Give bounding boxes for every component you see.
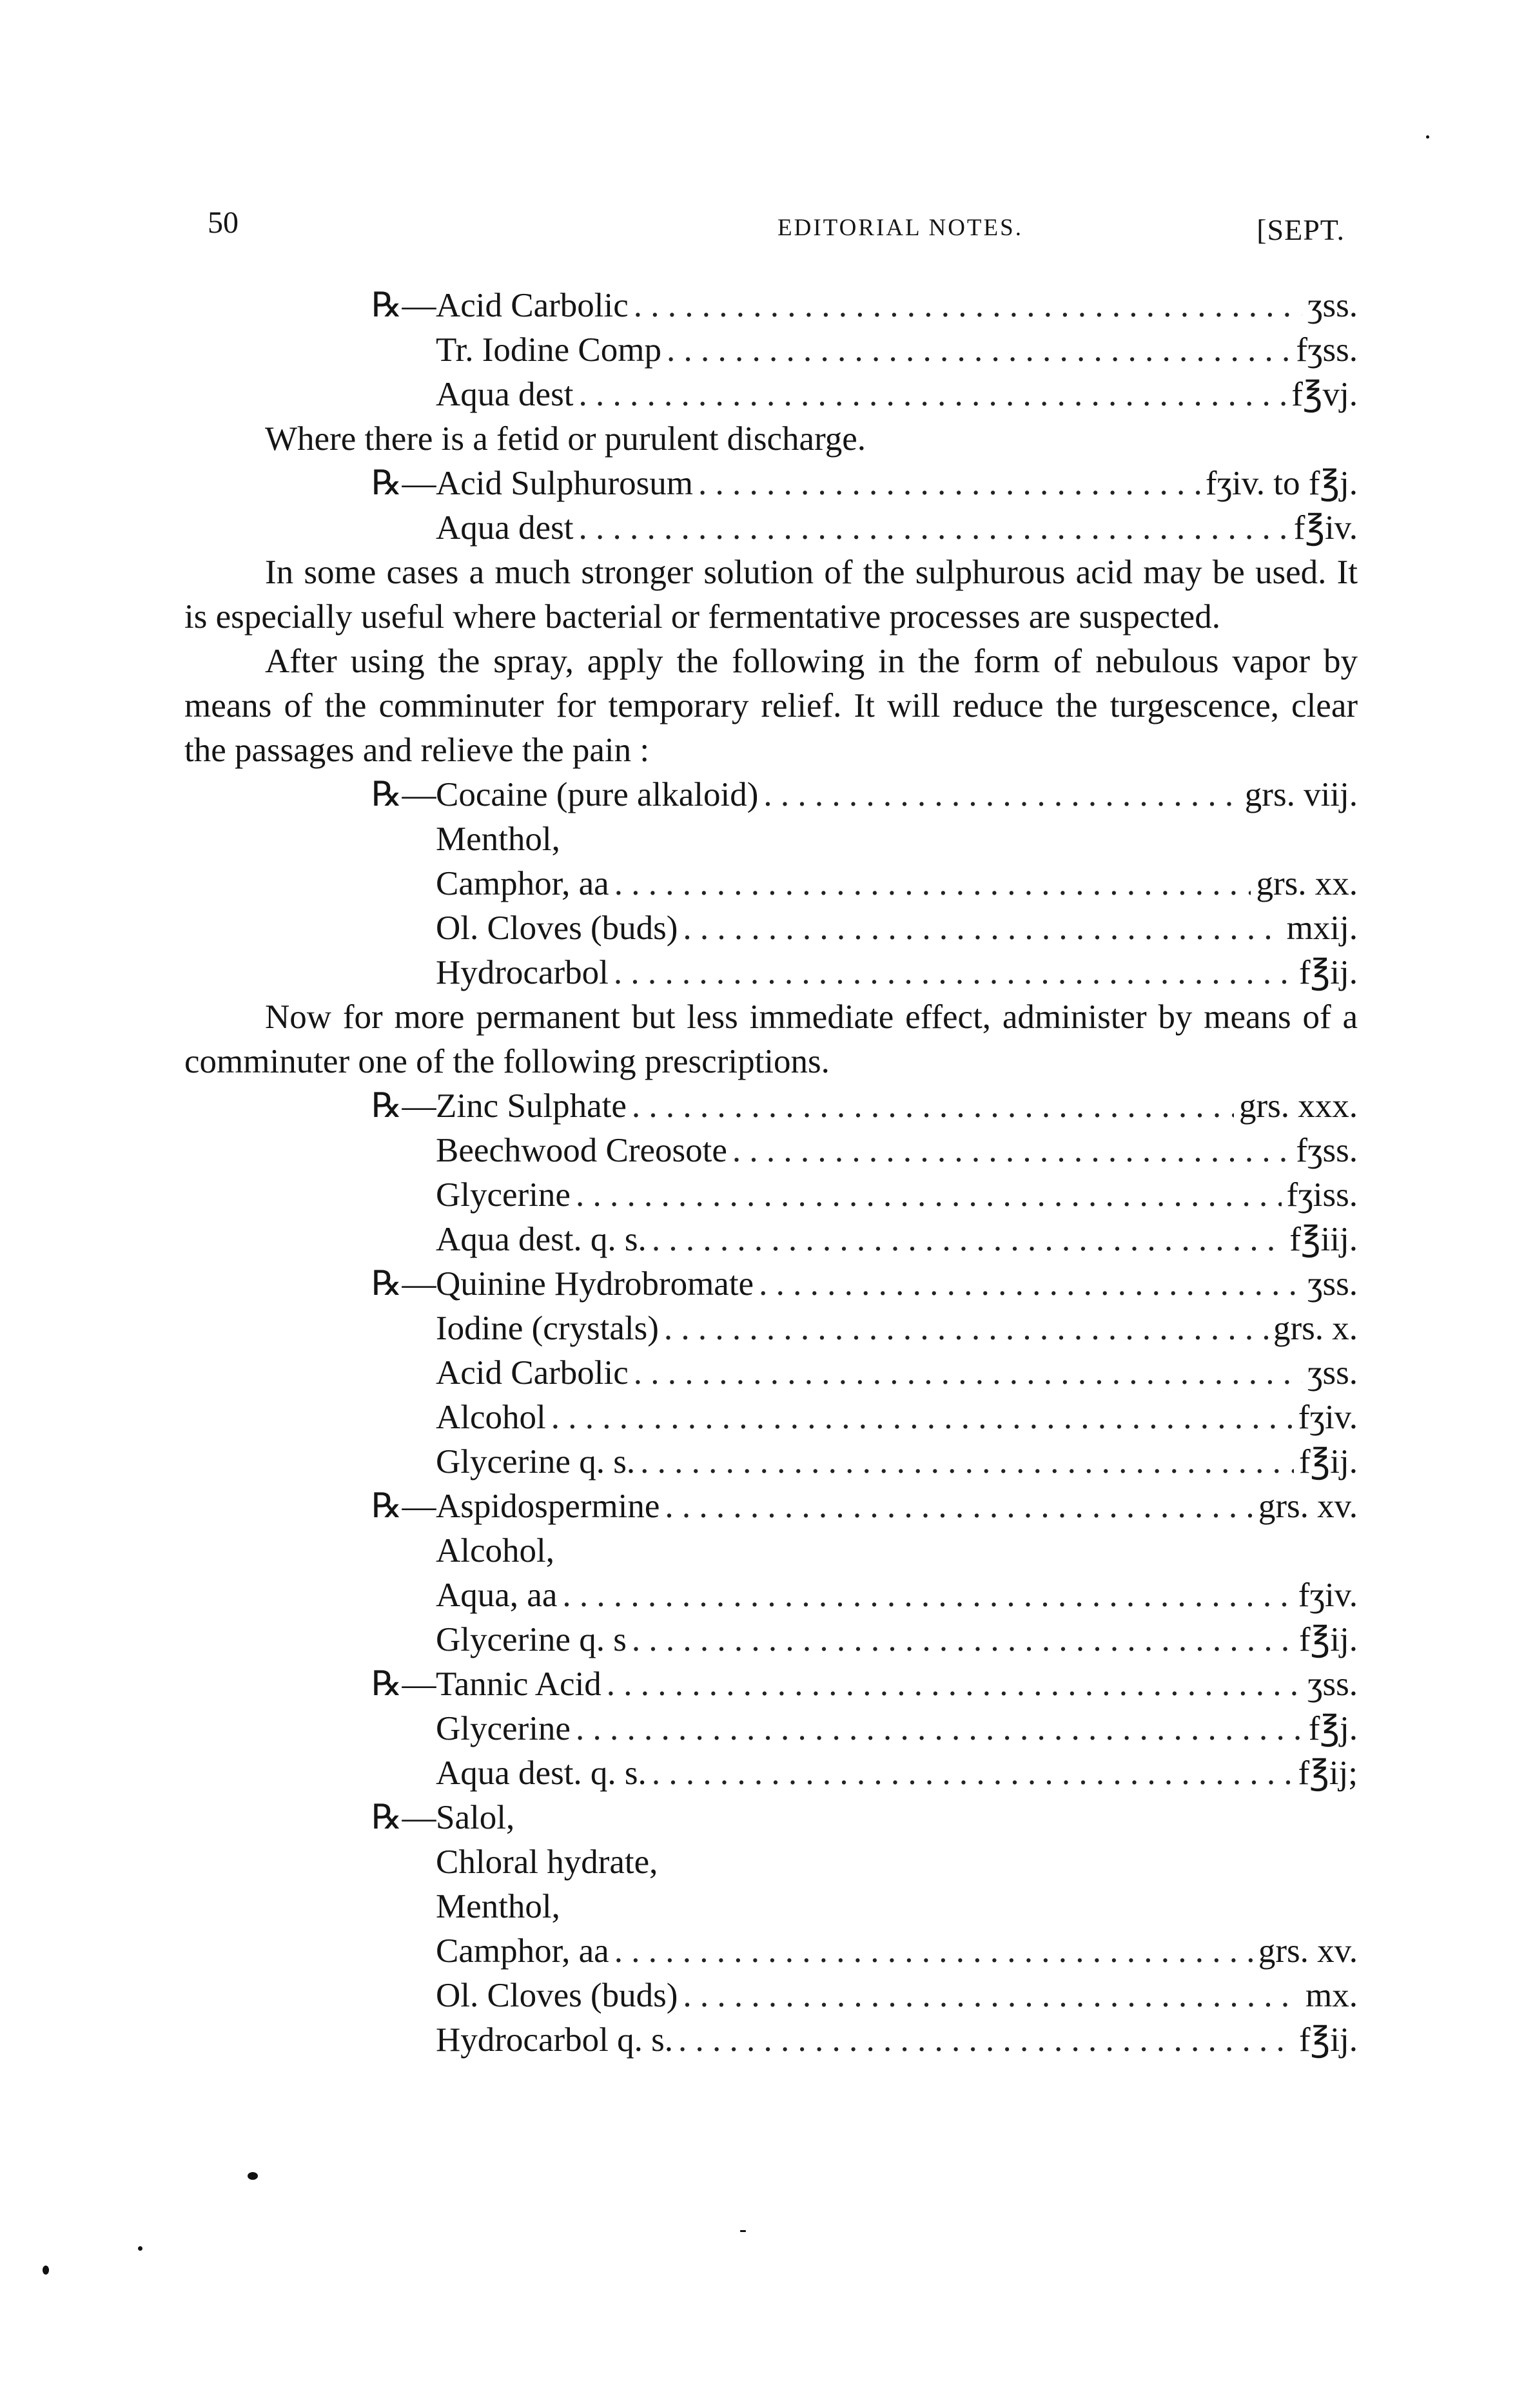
ingredient-dose: fʒss. — [1296, 331, 1358, 369]
ingredient-name: Glycerine q. s. — [436, 1443, 636, 1481]
ingredient-dose: grs. x. — [1273, 1310, 1358, 1347]
dot-leader — [665, 1484, 1253, 1529]
prescription-line — [371, 1929, 1358, 1974]
dot-leader — [632, 1084, 1234, 1129]
ingredient-dose: grs. xv. — [1258, 1932, 1358, 1970]
ingredient-dose: f℥ij. — [1299, 1443, 1358, 1481]
prescription-cocaine — [184, 773, 1358, 995]
ingredient-name: Aqua dest — [436, 376, 574, 413]
ingredient-dose: ʒss. — [1307, 287, 1358, 324]
prescription-line — [371, 373, 1358, 417]
prescription-zinc-sulphate — [184, 1084, 1358, 1262]
prescription-salol — [184, 1796, 1358, 2063]
dot-leader — [614, 951, 1294, 995]
ingredient-name: Aqua dest — [436, 509, 574, 547]
dot-leader — [763, 773, 1239, 817]
dot-leader — [652, 1751, 1293, 1796]
prescription-aspidospermine — [184, 1484, 1358, 1662]
prescription-line — [371, 1262, 1358, 1306]
prescription-line — [371, 1173, 1358, 1218]
ingredient-name: Zinc Sulphate — [436, 1087, 627, 1125]
ingredient-dose: ʒss. — [1307, 1354, 1358, 1392]
ingredient-dose: f℥ij. — [1299, 2021, 1358, 2059]
ingredient-name: Glycerine q. s — [436, 1621, 627, 1658]
ink-speck — [43, 2266, 49, 2275]
prescription-line — [371, 2018, 1358, 2063]
ingredient-name: Alcohol — [436, 1399, 546, 1436]
ingredient-dose: ʒss. — [1307, 1665, 1358, 1703]
ingredient-name: Quinine Hydrobromate — [436, 1265, 754, 1303]
prescription-line — [371, 1662, 1358, 1707]
ingredient-dose: grs. xxx. — [1238, 1087, 1358, 1125]
ingredient-name: Tr. Iodine Comp — [436, 331, 661, 369]
prescription-line — [371, 328, 1358, 373]
recipe-symbol: ℞— — [371, 465, 436, 502]
paragraph-permanent-effect: Now for more permanent but less immediate effect, administer by means of a comminuter one of the following prescriptions. — [184, 998, 1358, 1080]
ingredient-name: Hydrocarbol q. s. — [436, 2021, 673, 2059]
ingredient-dose: f℥ij. — [1299, 1621, 1358, 1658]
prescription-line — [371, 1885, 1358, 1929]
dot-leader — [759, 1262, 1302, 1306]
prescription-line — [371, 1796, 1358, 1840]
ingredient-name: Acid Sulphurosum — [436, 465, 693, 502]
prescription-line — [371, 1751, 1358, 1796]
prescription-line — [371, 461, 1358, 506]
ingredient-name: Tannic Acid — [436, 1665, 601, 1703]
prescription-acid-sulphurosum — [184, 461, 1358, 550]
prescription-line — [371, 506, 1358, 550]
prescription-line — [371, 1974, 1358, 2018]
ingredient-name: Aqua, aa — [436, 1577, 558, 1614]
prescription-line — [371, 1707, 1358, 1751]
dot-leader — [640, 1440, 1294, 1484]
ingredient-name: Cocaine (pure alkaloid) — [436, 776, 759, 813]
dot-leader — [732, 1129, 1291, 1173]
paragraph-after-spray: After using the spray, apply the following in the form of nebulous vapor by means of the comminuter for temporary relief. It will reduce the turgescence, clear the passages and relieve the pain : — [184, 643, 1358, 769]
ingredient-name: Beechwood Creosote — [436, 1132, 727, 1169]
recipe-symbol: ℞— — [371, 1665, 436, 1703]
recipe-symbol: ℞— — [371, 776, 436, 813]
ingredient-dose: f℥j. — [1308, 1710, 1358, 1747]
prescription-tannic-acid — [184, 1662, 1358, 1796]
ingredient-dose: fʒiss. — [1286, 1176, 1358, 1214]
prescription-line — [371, 773, 1358, 817]
prescription-line — [371, 951, 1358, 995]
ingredient-dose: mx. — [1305, 1977, 1358, 2014]
ingredient-name: Acid Carbolic — [436, 287, 629, 324]
ingredient-dose: f℥iv. — [1293, 509, 1358, 547]
dot-leader — [576, 1173, 1282, 1218]
page-number: 50 — [208, 206, 239, 240]
ingredient-name: Alcohol, — [436, 1532, 554, 1569]
dot-leader — [578, 506, 1288, 550]
ingredient-dose: f℥vj. — [1291, 376, 1358, 413]
dot-leader — [632, 1618, 1294, 1662]
ingredient-dose: grs. xv. — [1258, 1488, 1358, 1525]
ingredient-name: Glycerine — [436, 1176, 571, 1214]
prescription-line — [371, 906, 1358, 951]
dot-leader — [562, 1573, 1293, 1618]
prescription-quinine — [184, 1262, 1358, 1484]
ingredient-dose: fʒiv. to f℥j. — [1205, 465, 1358, 502]
prescription-line — [371, 1484, 1358, 1529]
running-title: EDITORIAL NOTES. — [777, 215, 1023, 241]
ingredient-dose: grs. viij. — [1244, 776, 1358, 813]
dot-leader — [652, 1218, 1284, 1262]
paragraph-stronger-solution: In some cases a much stronger solution of the sulphurous acid may be used. It is especially useful where bacterial or fermentative processes are suspected. — [184, 554, 1358, 636]
ingredient-name: Chloral hydrate, — [436, 1843, 658, 1881]
dot-leader — [551, 1395, 1293, 1440]
prescription-line — [371, 1840, 1358, 1885]
recipe-symbol: ℞— — [371, 1488, 436, 1525]
ingredient-name: Aqua dest. q. s. — [436, 1754, 647, 1792]
recipe-symbol: ℞— — [371, 1087, 436, 1125]
recipe-symbol: ℞— — [371, 1265, 436, 1303]
ingredient-name: Aspidospermine — [436, 1488, 660, 1525]
ingredient-name: Menthol, — [436, 820, 560, 858]
paragraph-fetid-discharge: Where there is a fetid or purulent discharge. — [265, 420, 866, 458]
dot-leader — [576, 1707, 1304, 1751]
prescription-line — [371, 1084, 1358, 1129]
ingredient-dose: fʒss. — [1296, 1132, 1358, 1169]
ingredient-name: Iodine (crystals) — [436, 1310, 659, 1347]
prescription-line — [371, 1306, 1358, 1351]
dot-leader — [634, 1351, 1302, 1395]
ingredient-dose: f℥iij. — [1289, 1221, 1358, 1258]
prescription-line — [371, 817, 1358, 862]
prescription-line — [371, 1395, 1358, 1440]
ingredient-name: Glycerine — [436, 1710, 571, 1747]
prescription-line — [371, 1440, 1358, 1484]
ingredient-name: Camphor, aa — [436, 1932, 609, 1970]
dot-leader — [698, 461, 1200, 506]
ingredient-dose: mxij. — [1286, 909, 1358, 947]
recipe-symbol: ℞— — [371, 1799, 436, 1836]
prescription-line — [371, 284, 1358, 328]
ingredient-name: Aqua dest. q. s. — [436, 1221, 647, 1258]
dot-leader — [678, 2018, 1294, 2063]
ingredient-name: Menthol, — [436, 1888, 560, 1925]
prescription-line — [371, 1618, 1358, 1662]
ingredient-name: Ol. Cloves (buds) — [436, 909, 678, 947]
prescription-line — [371, 1129, 1358, 1173]
ink-speck — [248, 2172, 258, 2180]
page-header — [184, 205, 1345, 257]
prescription-acid-carbolic — [184, 284, 1358, 417]
section-marker: [SEPT. — [1256, 213, 1345, 246]
ingredient-name: Salol, — [436, 1799, 515, 1836]
recipe-symbol: ℞— — [371, 287, 436, 324]
dot-leader — [578, 373, 1286, 417]
ingredient-dose: ʒss. — [1307, 1265, 1358, 1303]
dot-leader — [614, 862, 1251, 906]
ingredient-dose: f℥ij; — [1298, 1754, 1358, 1792]
ingredient-dose: fʒiv. — [1298, 1399, 1358, 1436]
dot-leader — [664, 1306, 1268, 1351]
dot-leader — [683, 1974, 1300, 2018]
ingredient-name: Acid Carbolic — [436, 1354, 629, 1392]
ink-speck — [138, 2246, 142, 2251]
dot-leader — [683, 906, 1281, 951]
ink-speck — [740, 2230, 746, 2232]
prescription-line — [371, 862, 1358, 906]
ingredient-dose: f℥ij. — [1299, 954, 1358, 991]
page-body — [184, 284, 1358, 2063]
dot-leader — [607, 1662, 1302, 1707]
dot-leader — [614, 1929, 1253, 1974]
prescription-line — [371, 1218, 1358, 1262]
ingredient-dose: grs. xx. — [1256, 865, 1358, 902]
ink-speck — [1426, 135, 1429, 139]
ingredient-dose: fʒiv. — [1298, 1577, 1358, 1614]
ingredient-name: Camphor, aa — [436, 865, 609, 902]
prescription-line — [371, 1573, 1358, 1618]
ingredient-name: Ol. Cloves (buds) — [436, 1977, 678, 2014]
prescription-line — [371, 1351, 1358, 1395]
ingredient-name: Hydrocarbol — [436, 954, 609, 991]
prescription-line — [371, 1529, 1358, 1573]
dot-leader — [667, 328, 1291, 373]
dot-leader — [634, 284, 1302, 328]
